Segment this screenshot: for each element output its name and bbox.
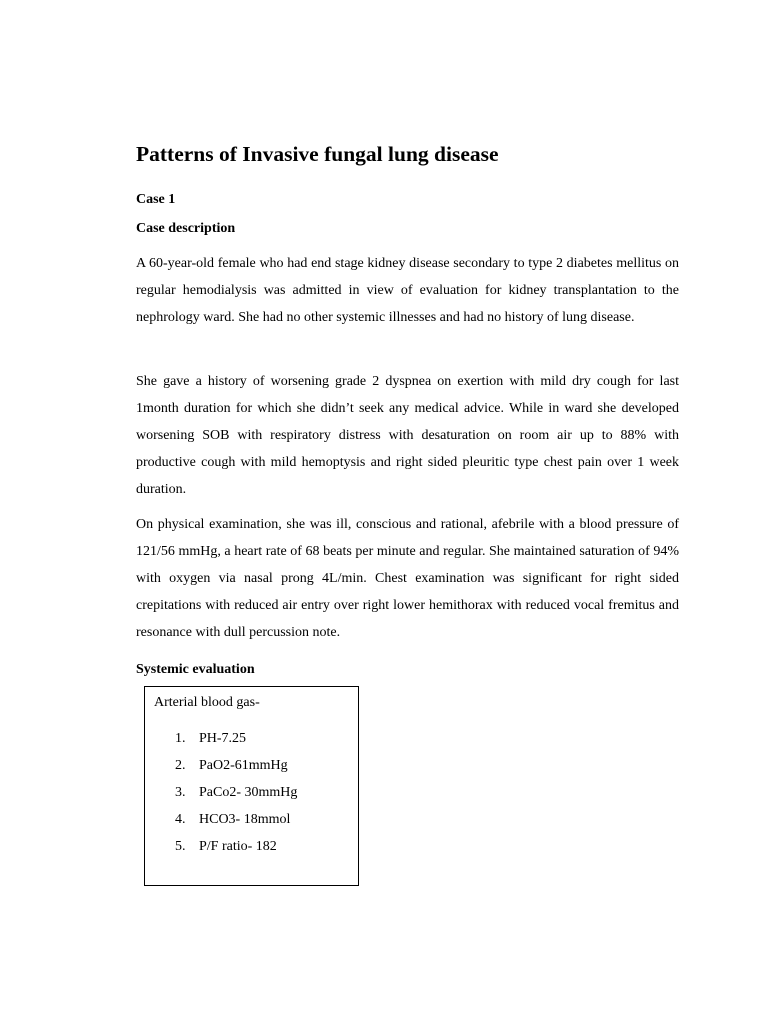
abg-item-text: P/F ratio- 182 xyxy=(199,839,277,854)
abg-title: Arterial blood gas- xyxy=(154,695,260,710)
abg-item-text: PH-7.25 xyxy=(199,731,247,746)
paragraph-symptoms: She gave a history of worsening grade 2 dyspnea on exertion with mild dry cough for last 1month duration for which she didn’t seek any medical advice. While in ward she developed worsening SOB with respiratory distress with desaturation on room air up to 88% with productive cough with mild hemoptysis and right sided pleuritic type chest pain over 1 week duration. xyxy=(136,374,679,497)
abg-item-text: HCO3- 18mmol xyxy=(199,812,291,827)
abg-item-text: PaCo2- 30mmHg xyxy=(199,785,298,800)
case-description-heading: Case description xyxy=(136,221,236,236)
paragraph-examination: On physical examination, she was ill, conscious and rational, afebrile with a blood pressure of 121/56 mmHg, a heart rate of 68 beats per minute and regular. She maintained saturation of 94% with oxygen via nasal prong 4L/min. Chest examination was significant for right sided crepitations with reduced air entry over right lower hemithorax with reduced vocal fremitus and resonance with dull percussion note. xyxy=(136,517,679,640)
abg-item-number: 4. xyxy=(175,812,186,827)
paragraph-history: A 60-year-old female who had end stage kidney disease secondary to type 2 diabetes mellitus on regular hemodialysis was admitted in view of evaluation for kidney transplantation to the nephrology ward. She had no other systemic illnesses and had no history of lung disease. xyxy=(136,256,679,325)
abg-item-number: 2. xyxy=(175,758,186,773)
case-heading: Case 1 xyxy=(136,192,176,207)
abg-item-text: PaO2-61mmHg xyxy=(199,758,288,773)
document-title: Patterns of Invasive fungal lung disease xyxy=(136,142,499,166)
abg-item-number: 1. xyxy=(175,731,186,746)
systemic-evaluation-heading: Systemic evaluation xyxy=(136,662,255,677)
abg-item-number: 5. xyxy=(175,839,186,854)
abg-item-number: 3. xyxy=(175,785,186,800)
abg-box xyxy=(144,686,359,886)
